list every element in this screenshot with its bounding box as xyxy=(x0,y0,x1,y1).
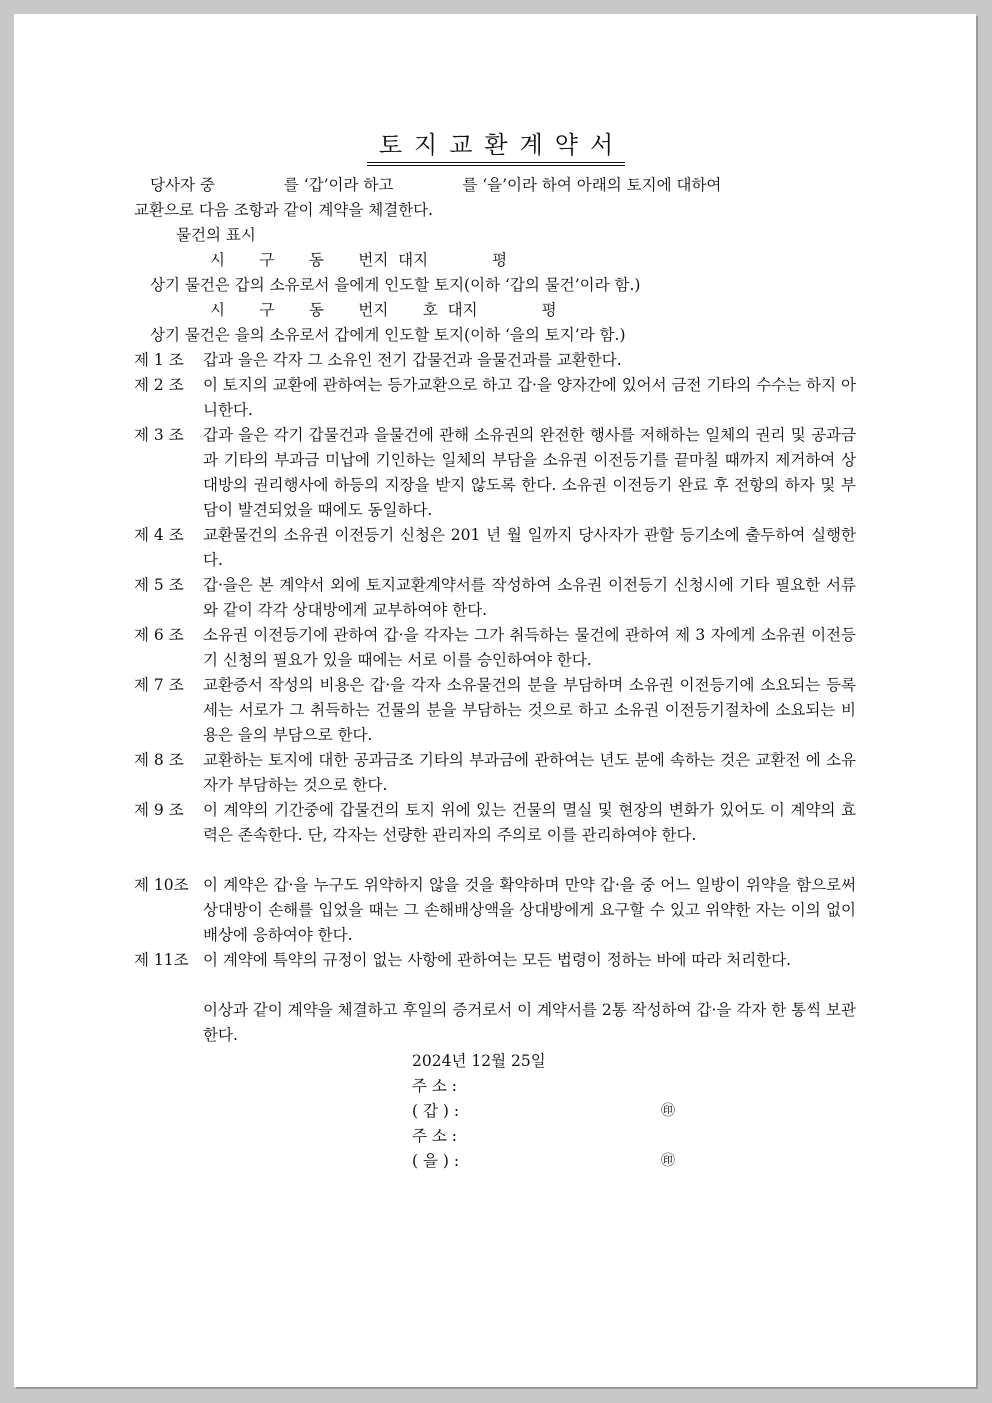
property-b-description: 상기 물건은 을의 소유로서 갑에게 인도할 토지(이하 ‘을의 토지’라 함.) xyxy=(150,326,626,344)
article-6-text: 소유권 이전등기에 관하여 갑·을 각자는 그가 취득하는 물건에 관하여 제 3 자에게 소유권 이전등기 신청의 필요가 있을 때에는 서로 이를 승인하여야 한다. xyxy=(203,626,856,669)
closing-statement: 이상과 같이 계약을 체결하고 후일의 증거로서 이 계약서를 2통 작성하여 갑·을 각자 한 통씩 보관한다. xyxy=(203,1001,856,1044)
property-b-address: 시 구 동 번지 호 대지 평 xyxy=(210,301,557,319)
article-4-number: 제 4 조 xyxy=(134,526,184,544)
intro-line-2: 교환으로 다음 조항과 같이 계약을 체결한다. xyxy=(134,201,434,219)
article-11-number: 제 11조 xyxy=(134,951,189,969)
article-5-text: 갑·을은 본 계약서 외에 토지교환계약서를 작성하여 소유권 이전등기 신청시에 기타 필요한 서류와 같이 각각 상대방에게 교부하여야 한다. xyxy=(203,576,856,619)
party-b-label: ( 을 ) : xyxy=(412,1152,460,1170)
article-9-number: 제 9 조 xyxy=(134,801,184,819)
article-10-number: 제 10조 xyxy=(134,876,189,894)
article-10-text: 이 계약은 갑·을 누구도 위약하지 않을 것을 확약하며 만약 갑·을 중 어느 일방이 위약을 함으로써 상대방이 손해를 입었을 때는 그 손해배상액을 상대방에게 요구할 수 있고 위약한 자는 이의 없이 배상에 응하여야 한다. xyxy=(203,876,856,944)
party-a-address-label: 주 소 : xyxy=(412,1077,458,1095)
document-title: 토지교환계약서 xyxy=(367,128,625,166)
article-1-number: 제 1 조 xyxy=(134,351,184,369)
article-9-text: 이 계약의 기간중에 갑물건의 토지 위에 있는 건물의 멸실 및 현장의 변화가 있어도 이 계약의 효력은 존속한다. 단, 각자는 선량한 관리자의 주의로 이를 관리하여야 한다. xyxy=(203,801,856,844)
property-a-description: 상기 물건은 갑의 소유로서 을에게 인도할 토지(이하 ‘갑의 물건’이라 함.) xyxy=(150,276,641,294)
party-b-address-label: 주 소 : xyxy=(412,1127,458,1145)
article-3-number: 제 3 조 xyxy=(134,426,184,444)
article-11-text: 이 계약에 특약의 규정이 없는 사항에 관하여는 모든 법령이 정하는 바에 따라 처리한다. xyxy=(203,951,792,969)
article-7-number: 제 7 조 xyxy=(134,676,184,694)
article-2-text: 이 토지의 교환에 관하여는 등가교환으로 하고 갑·을 양자간에 있어서 금전 기타의 수수는 하지 아니한다. xyxy=(203,376,856,419)
party-a-label: ( 갑 ) : xyxy=(412,1102,460,1120)
article-8-number: 제 8 조 xyxy=(134,751,184,769)
article-2-number: 제 2 조 xyxy=(134,376,184,394)
article-4-text: 교환물건의 소유권 이전등기 신청은 201 년 월 일까지 당사자가 관할 등기소에 출두하여 실행한다. xyxy=(203,526,856,569)
intro-line-1: 당사자 중 를 ‘갑’이라 하고 를 ‘을’이라 하여 아래의 토지에 대하여 xyxy=(150,176,722,194)
article-8-text: 교환하는 토지에 대한 공과금조 기타의 부과금에 관하여는 년도 분에 속하는 것은 교환전 에 소유자가 부담하는 것으로 한다. xyxy=(203,751,856,794)
title-container xyxy=(0,128,992,166)
party-b-seal-mark: ㊞ xyxy=(661,1153,675,1169)
article-3-text: 갑과 을은 각기 갑물건과 을물건에 관해 소유권의 완전한 행사를 저해하는 일체의 권리 및 공과금과 기타의 부과금 미납에 기인하는 일체의 부담을 소유권 이전등기를 끝마칠 때까지 제거하여 상대방의 권리행사에 하등의 지장을 받지 않도록 한다. 소유권 이전등기 완료 후 전항의 하자 및 부담이 발견되었을 때에도 동일하다. xyxy=(203,426,856,519)
property-a-address: 시 구 동 번지 대지 평 xyxy=(210,251,508,269)
article-6-number: 제 6 조 xyxy=(134,626,184,644)
article-7-text: 교환증서 작성의 비용은 갑·을 각자 소유물건의 분을 부담하며 소유권 이전등기에 소요되는 등록세는 서로가 그 취득하는 건물의 분을 부담하는 것으로 하고 소유권 이전등기절차에 소요되는 비용은 을의 부담으로 한다. xyxy=(203,676,856,744)
contract-date: 2024년 12월 25일 xyxy=(412,1052,546,1070)
article-5-number: 제 5 조 xyxy=(134,576,184,594)
article-1-text: 갑과 을은 각자 그 소유인 전기 갑물건과 을물건과를 교환한다. xyxy=(203,351,622,369)
property-label: 물건의 표시 xyxy=(176,226,256,244)
party-a-seal-mark: ㊞ xyxy=(661,1103,675,1119)
